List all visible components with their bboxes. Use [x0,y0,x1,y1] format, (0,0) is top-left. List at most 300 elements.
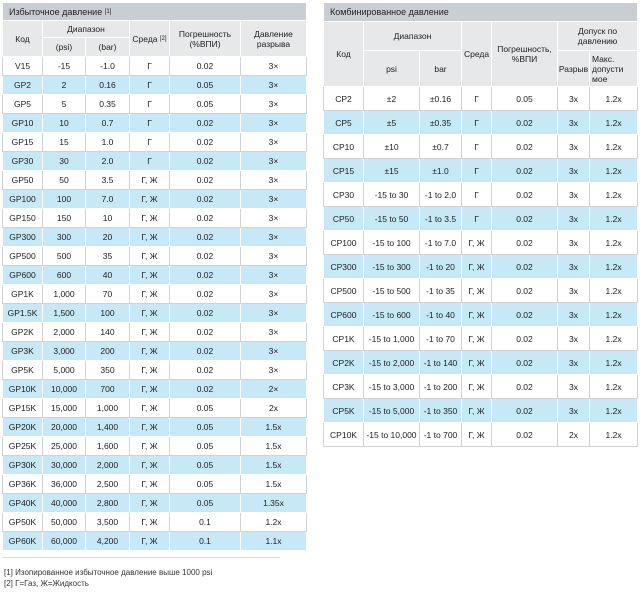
cell-burst: 2× [241,380,307,399]
header-max-allowed: Макс. допусти мое [590,51,638,87]
cell-code: CP5K [324,399,364,423]
table-row [324,255,638,279]
cell-medium: Г, Ж [462,327,492,351]
table-row [3,190,307,209]
cell-burst: 3× [241,247,307,266]
cell-accuracy: 0.02 [170,266,241,285]
cell-psi: -15 to 1,000 [364,327,420,351]
cell-medium: Г, Ж [462,423,492,447]
cell-accuracy: 0.05 [170,95,241,114]
header-accuracy: Погрешность, %ВПИ [492,22,558,87]
table-row [3,361,307,380]
cell-code: CP1K [324,327,364,351]
cell-medium: Г, Ж [130,437,170,456]
cell-medium: Г, Ж [130,228,170,247]
table-row [324,399,638,423]
cell-psi: -15 to 500 [364,279,420,303]
table-row [3,494,307,513]
cell-max-allowed: 1.2x [590,327,638,351]
cell-psi: ±2 [364,87,420,111]
table-row [324,279,638,303]
cell-psi: 25,000 [43,437,86,456]
cell-psi: 50 [43,171,86,190]
cell-bar: 1,000 [86,399,130,418]
cell-burst: 3× [241,304,307,323]
cell-accuracy: 0.02 [492,183,558,207]
cell-medium: Г, Ж [130,190,170,209]
header-tolerance: Допуск по давлению [558,22,638,51]
footnote-1: [1] Изопированное избыточное давление выше 1000 psi [4,568,213,577]
cell-psi: 5 [43,95,86,114]
cell-medium: Г [462,207,492,231]
cell-code: GP500 [3,247,43,266]
cell-code: CP10K [324,423,364,447]
cell-accuracy: 0.02 [492,327,558,351]
table-row [324,207,638,231]
table-row [3,171,307,190]
cell-code: CP2 [324,87,364,111]
cell-medium: Г, Ж [130,361,170,380]
table-row [3,95,307,114]
cell-psi: 3,000 [43,342,86,361]
cell-psi: -15 to 30 [364,183,420,207]
table-row [3,114,307,133]
cell-psi: 10,000 [43,380,86,399]
cell-medium: Г [130,114,170,133]
cell-code: GP1K [3,285,43,304]
cell-code: CP30 [324,183,364,207]
cell-medium: Г, Ж [462,231,492,255]
cell-bar: 3.5 [86,171,130,190]
cell-burst: 3× [241,361,307,380]
footnote-2: [2] Г=Газ, Ж=Жидкость [4,579,89,588]
table-row [324,231,638,255]
cell-accuracy: 0.02 [492,423,558,447]
cell-burst: 2x [241,399,307,418]
cell-medium: Г, Ж [130,285,170,304]
cell-psi: 2 [43,76,86,95]
cell-burst: 3x [558,279,590,303]
cell-burst: 3x [558,207,590,231]
cell-psi: 1,000 [43,285,86,304]
cell-code: CP100 [324,231,364,255]
cell-burst: 3x [558,255,590,279]
cell-psi: 600 [43,266,86,285]
cell-burst: 1.5x [241,418,307,437]
header-bar: (bar) [86,38,130,57]
cell-medium: Г, Ж [462,279,492,303]
cell-max-allowed: 1.2x [590,111,638,135]
header-psi: psi [364,51,420,87]
table-row [3,228,307,247]
table-title: Комбинированное давление [324,3,638,22]
header-accuracy: Погрешность (%ВПИ) [170,21,241,57]
cell-psi: ±5 [364,111,420,135]
cell-code: GP2 [3,76,43,95]
cell-accuracy: 0.05 [170,418,241,437]
table-row [324,327,638,351]
cell-burst: 1.35x [241,494,307,513]
cell-code: GP30 [3,152,43,171]
cell-burst: 3× [241,323,307,342]
cell-bar: 1.0 [86,133,130,152]
medium-footnote-ref: [2] [159,35,167,42]
cell-max-allowed: 1.2x [590,231,638,255]
cell-max-allowed: 1.2x [590,351,638,375]
cell-medium: Г, Ж [130,266,170,285]
cell-burst: 3× [241,342,307,361]
table-title-text: Избыточное давление [9,6,103,17]
table-row [3,285,307,304]
cell-bar: -1 to 20 [420,255,462,279]
cell-burst: 3× [241,76,307,95]
cell-code: CP5 [324,111,364,135]
cell-psi: 40,000 [43,494,86,513]
cell-accuracy: 0.02 [492,303,558,327]
cell-psi: 15,000 [43,399,86,418]
cell-bar: 0.7 [86,114,130,133]
cell-burst: 3× [241,228,307,247]
cell-accuracy: 0.02 [492,207,558,231]
cell-bar: 2,000 [86,456,130,475]
cell-burst: 3x [558,135,590,159]
cell-bar: 2,500 [86,475,130,494]
cell-medium: Г, Ж [130,209,170,228]
cell-code: CP300 [324,255,364,279]
cell-psi: 100 [43,190,86,209]
cell-psi: 60,000 [43,532,86,551]
cell-accuracy: 0.1 [170,513,241,532]
table-row [324,183,638,207]
cell-bar: 100 [86,304,130,323]
cell-medium: Г, Ж [462,255,492,279]
cell-bar: 20 [86,228,130,247]
cell-max-allowed: 1.2x [590,135,638,159]
cell-medium: Г, Ж [462,351,492,375]
cell-code: GP10K [3,380,43,399]
cell-psi: ±15 [364,159,420,183]
table-bottom-rule [2,557,280,558]
table-row [324,135,638,159]
cell-medium: Г, Ж [462,399,492,423]
cell-accuracy: 0.02 [170,361,241,380]
table-row [3,456,307,475]
title-footnote-ref: [1] [104,8,112,15]
cell-psi: -15 to 2,000 [364,351,420,375]
cell-burst: 1.5x [241,475,307,494]
cell-burst: 3x [558,303,590,327]
cell-accuracy: 0.02 [170,171,241,190]
cell-accuracy: 0.02 [492,279,558,303]
cell-psi: 30,000 [43,456,86,475]
cell-accuracy: 0.05 [170,475,241,494]
table-title [3,3,307,21]
cell-burst: 1.1x [241,532,307,551]
cell-medium: Г, Ж [130,418,170,437]
cell-code: GP1.5K [3,304,43,323]
cell-medium: Г [130,133,170,152]
cell-bar: 0.35 [86,95,130,114]
cell-burst: 3× [241,95,307,114]
cell-accuracy: 0.02 [492,159,558,183]
cell-psi: -15 to 5,000 [364,399,420,423]
cell-code: GP3K [3,342,43,361]
cell-medium: Г [130,95,170,114]
cell-bar: -1 to 70 [420,327,462,351]
cell-accuracy: 0.02 [170,342,241,361]
cell-accuracy: 0.02 [170,133,241,152]
cell-code: CP50 [324,207,364,231]
cell-burst: 3× [241,190,307,209]
cell-medium: Г, Ж [130,494,170,513]
cell-max-allowed: 1.2x [590,207,638,231]
cell-medium: Г, Ж [462,375,492,399]
cell-psi: 1,500 [43,304,86,323]
cell-max-allowed: 1.2x [590,423,638,447]
cell-burst: 3× [241,133,307,152]
table-row [324,375,638,399]
cell-burst: 3× [241,209,307,228]
cell-psi: 2,000 [43,323,86,342]
cell-burst: 3x [558,231,590,255]
header-medium-label: Среда [132,33,158,44]
cell-medium: Г [462,87,492,111]
cell-accuracy: 0.02 [170,228,241,247]
cell-accuracy: 0.05 [170,399,241,418]
cell-code: GP60K [3,532,43,551]
cell-code: GP10 [3,114,43,133]
table-row [324,159,638,183]
cell-code: GP36K [3,475,43,494]
cell-code: GP25K [3,437,43,456]
cell-accuracy: 0.02 [170,114,241,133]
cell-burst: 3x [558,399,590,423]
cell-burst: 3× [241,152,307,171]
cell-code: GP100 [3,190,43,209]
cell-code: GP300 [3,228,43,247]
cell-burst: 2x [558,423,590,447]
header-medium: Среда [462,22,492,87]
cell-max-allowed: 1.2x [590,375,638,399]
cell-max-allowed: 1.2x [590,303,638,327]
cell-burst: 1.2x [241,513,307,532]
header-psi: (psi) [43,38,86,57]
cell-accuracy: 0.02 [492,375,558,399]
cell-bar: -1 to 700 [420,423,462,447]
cell-bar: -1 to 350 [420,399,462,423]
cell-psi: 150 [43,209,86,228]
header-burst: Разрыв [558,51,590,87]
cell-accuracy: 0.05 [170,456,241,475]
cell-accuracy: 0.02 [170,209,241,228]
cell-bar: 1,400 [86,418,130,437]
header-medium [130,21,170,57]
cell-psi: 10 [43,114,86,133]
cell-code: GP5 [3,95,43,114]
cell-accuracy: 0.05 [170,76,241,95]
cell-bar: 35 [86,247,130,266]
cell-medium: Г, Ж [130,171,170,190]
cell-code: CP600 [324,303,364,327]
cell-code: GP15 [3,133,43,152]
cell-max-allowed: 1.2x [590,279,638,303]
cell-code: CP2K [324,351,364,375]
cell-code: V15 [3,57,43,76]
cell-code: CP10 [324,135,364,159]
table-row [3,266,307,285]
cell-bar: 0.16 [86,76,130,95]
cell-bar: 2,800 [86,494,130,513]
cell-accuracy: 0.02 [170,57,241,76]
cell-psi: -15 to 3,000 [364,375,420,399]
cell-bar: -1 to 140 [420,351,462,375]
cell-accuracy: 0.05 [492,87,558,111]
cell-max-allowed: 1.2x [590,159,638,183]
cell-bar: ±0.7 [420,135,462,159]
cell-burst: 1.5x [241,456,307,475]
cell-accuracy: 0.02 [492,399,558,423]
footnotes [4,567,212,589]
cell-medium: Г, Ж [130,380,170,399]
table-row [3,133,307,152]
cell-bar: -1 to 3.5 [420,207,462,231]
cell-code: GP150 [3,209,43,228]
table-row [324,303,638,327]
table-row [3,209,307,228]
cell-burst: 3x [558,183,590,207]
cell-code: GP50 [3,171,43,190]
cell-burst: 3× [241,171,307,190]
cell-bar: ±1.0 [420,159,462,183]
gauge-pressure-table [2,2,307,551]
cell-bar: -1 to 35 [420,279,462,303]
cell-bar: -1 to 200 [420,375,462,399]
cell-code: GP20K [3,418,43,437]
cell-accuracy: 0.02 [170,323,241,342]
cell-bar: 200 [86,342,130,361]
cell-burst: 3× [241,266,307,285]
header-code: Код [3,21,43,57]
cell-medium: Г, Ж [130,456,170,475]
table-row [3,152,307,171]
cell-burst: 1.5x [241,437,307,456]
table-row [3,437,307,456]
cell-psi: 5,000 [43,361,86,380]
cell-bar: 700 [86,380,130,399]
header-code: Код [324,22,364,87]
cell-bar: 2.0 [86,152,130,171]
cell-code: GP50K [3,513,43,532]
cell-accuracy: 0.02 [170,152,241,171]
cell-accuracy: 0.02 [170,190,241,209]
cell-bar: 140 [86,323,130,342]
table-row [3,513,307,532]
cell-bar: -1 to 40 [420,303,462,327]
cell-medium: Г [462,135,492,159]
cell-code: GP600 [3,266,43,285]
cell-accuracy: 0.02 [170,304,241,323]
table-row [3,399,307,418]
header-range: Диапазон [43,21,130,38]
cell-accuracy: 0.02 [492,255,558,279]
cell-medium: Г, Ж [130,475,170,494]
header-range: Диапазон [364,22,462,51]
cell-code: CP500 [324,279,364,303]
table-row [3,247,307,266]
cell-accuracy: 0.02 [492,135,558,159]
table-row [324,423,638,447]
cell-burst: 3× [241,57,307,76]
cell-burst: 3x [558,111,590,135]
cell-bar: 7.0 [86,190,130,209]
cell-bar: 4,200 [86,532,130,551]
cell-burst: 3× [241,285,307,304]
cell-burst: 3x [558,375,590,399]
table-row [3,76,307,95]
cell-accuracy: 0.05 [170,437,241,456]
cell-psi: ±10 [364,135,420,159]
cell-medium: Г [462,111,492,135]
cell-medium: Г, Ж [130,532,170,551]
cell-medium: Г [130,76,170,95]
table-row [3,418,307,437]
cell-burst: 3x [558,87,590,111]
cell-bar: -1 to 7.0 [420,231,462,255]
table-row [3,57,307,76]
cell-medium: Г, Ж [130,323,170,342]
cell-burst: 3x [558,351,590,375]
cell-psi: 20,000 [43,418,86,437]
cell-psi: -15 to 50 [364,207,420,231]
cell-code: CP15 [324,159,364,183]
cell-medium: Г [130,57,170,76]
cell-code: GP30K [3,456,43,475]
cell-accuracy: 0.1 [170,532,241,551]
cell-accuracy: 0.02 [170,380,241,399]
cell-psi: 500 [43,247,86,266]
cell-accuracy: 0.02 [170,247,241,266]
cell-accuracy: 0.02 [170,285,241,304]
cell-bar: ±0.16 [420,87,462,111]
cell-psi: -15 to 100 [364,231,420,255]
cell-bar: 350 [86,361,130,380]
cell-bar: -1 to 2.0 [420,183,462,207]
cell-medium: Г, Ж [130,342,170,361]
table-row [324,351,638,375]
table-row [3,475,307,494]
table-row [3,304,307,323]
cell-psi: 30 [43,152,86,171]
cell-bar: 70 [86,285,130,304]
cell-max-allowed: 1.2x [590,399,638,423]
table-row [3,532,307,551]
cell-medium: Г, Ж [462,303,492,327]
cell-psi: -15 to 600 [364,303,420,327]
cell-psi: -15 to 10,000 [364,423,420,447]
cell-bar: -1.0 [86,57,130,76]
cell-bar: 3,500 [86,513,130,532]
cell-bar: 10 [86,209,130,228]
cell-max-allowed: 1.2x [590,255,638,279]
header-bar: bar [420,51,462,87]
cell-code: GP40K [3,494,43,513]
cell-medium: Г [462,183,492,207]
cell-bar: ±0.35 [420,111,462,135]
cell-accuracy: 0.02 [492,111,558,135]
cell-psi: -15 [43,57,86,76]
table-row [324,87,638,111]
cell-medium: Г, Ж [130,513,170,532]
